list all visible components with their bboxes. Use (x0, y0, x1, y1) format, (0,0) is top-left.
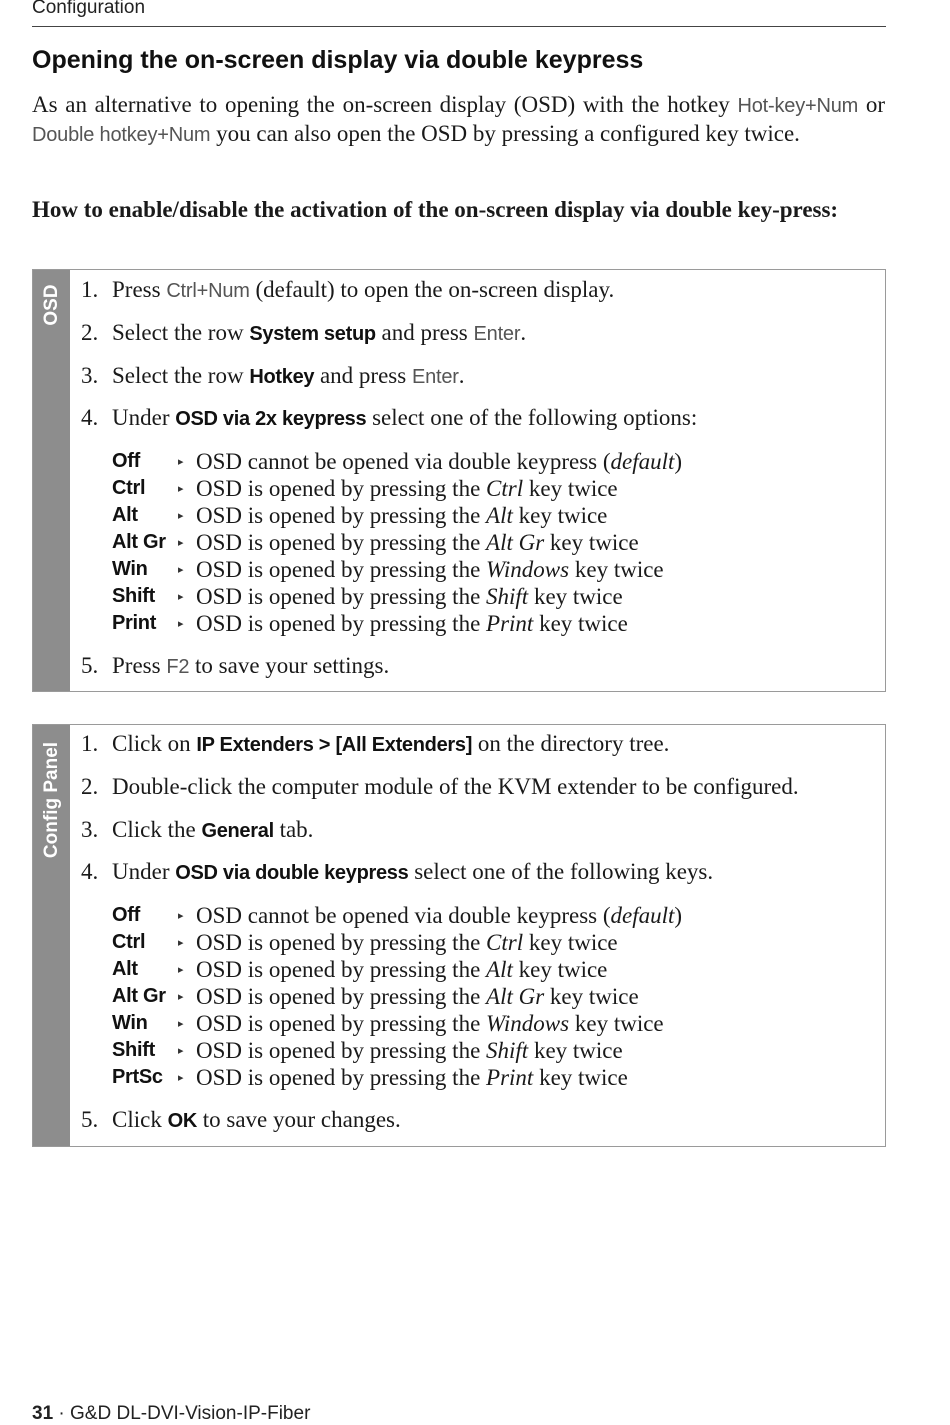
page-footer: 31 · G&D DL-DVI-Vision-IP-Fiber (32, 1403, 311, 1424)
header-rule (32, 0, 886, 27)
osd-panel: OSD 1. Press Ctrl+Num (default) to open the on-screen display. 2. Select the row System setup and press Enter. 3. Select the row Hotkey and press Enter. 4. Under OSD via 2x keypress select one of the following options: Off ▸ OSD cannot be opened via double keypress (default) Ctrl ▸ OSD is opened by pressing the Ctrl key twice Alt ▸ OSD is opened by pressing the Alt key twice Alt Gr ▸ OSD is opened by pressing the Alt Gr key twice Win ▸ OSD is opened by pressing the Windows key twice Shift ▸ OSD is opened by pressing the Shift key twice Print ▸ OSD is opened by pressing the Print key twice 5. Press F2 to save your settings. (32, 269, 886, 692)
arrow-icon: ▸ (178, 1044, 184, 1057)
step: 4. Under OSD via double keypress select one of the following keys. (81, 859, 714, 884)
arrow-icon: ▸ (178, 617, 184, 630)
step: 3. Select the row Hotkey and press Enter. (81, 363, 465, 388)
step: 3. Click the General tab. (81, 817, 314, 842)
arrow-icon: ▸ (178, 590, 184, 603)
step: 2. Select the row System setup and press Enter. (81, 320, 527, 345)
page-number: 31 (32, 1403, 54, 1424)
step: 5. Click OK to save your changes. (81, 1107, 401, 1132)
arrow-icon: ▸ (178, 1071, 184, 1084)
config-panel-sidebar (33, 725, 70, 1146)
osd-panel-sidebar (33, 270, 70, 691)
arrow-icon: ▸ (178, 455, 184, 468)
step: 1. Click on IP Extenders > [All Extenders] on the directory tree. (81, 731, 670, 756)
hotkey-term: Hot-key+Num (737, 95, 859, 117)
arrow-icon: ▸ (178, 509, 184, 522)
config-panel-label: Config Panel (40, 741, 62, 859)
double-hotkey-term: Double hotkey+Num (32, 124, 211, 146)
step: 1. Press Ctrl+Num (default) to open the on-screen display. (81, 277, 615, 302)
step: 4. Under OSD via 2x keypress select one of the following options: (81, 405, 698, 430)
arrow-icon: ▸ (178, 1017, 184, 1030)
product-name: G&D DL-DVI-Vision-IP-Fiber (70, 1403, 311, 1424)
how-to-heading: How to enable/disable the activation of the on-screen display via double key-press: (32, 197, 839, 222)
step: 2. Double-click the computer module of the KVM extender to be configured. (81, 774, 799, 799)
section-title: Opening the on-screen display via double keypress (32, 46, 644, 74)
intro-paragraph: As an alternative to opening the on-screen display (OSD) with the hotkey Hot-key+Num or Double hotkey+Num you can also open the OSD by pressing a configured key twice. (32, 92, 885, 146)
arrow-icon: ▸ (178, 563, 184, 576)
arrow-icon: ▸ (178, 990, 184, 1003)
arrow-icon: ▸ (178, 963, 184, 976)
running-header: Configuration (32, 0, 146, 18)
arrow-icon: ▸ (178, 936, 184, 949)
arrow-icon: ▸ (178, 482, 184, 495)
arrow-icon: ▸ (178, 909, 184, 922)
config-panel: Config Panel 1. Click on IP Extenders > [All Extenders] on the directory tree. 2. Double-click the computer module of the KVM extender to be configured. 3. Click the General tab. 4. Under OSD via double keypress select one of the following keys. Off ▸ OSD cannot be opened via double keypress (default) Ctrl ▸ OSD is opened by pressing the Ctrl key twice Alt ▸ OSD is opened by pressing the Alt key twice Alt Gr ▸ OSD is opened by pressing the Alt Gr key twice Win ▸ OSD is opened by pressing the Windows key twice Shift ▸ OSD is opened by pressing the Shift key twice PrtSc ▸ OSD is opened by pressing the Print key twice 5. Click OK to save your changes. (32, 724, 886, 1147)
arrow-icon: ▸ (178, 536, 184, 549)
osd-panel-label: OSD (40, 284, 62, 326)
step: 5. Press F2 to save your settings. (81, 653, 390, 678)
